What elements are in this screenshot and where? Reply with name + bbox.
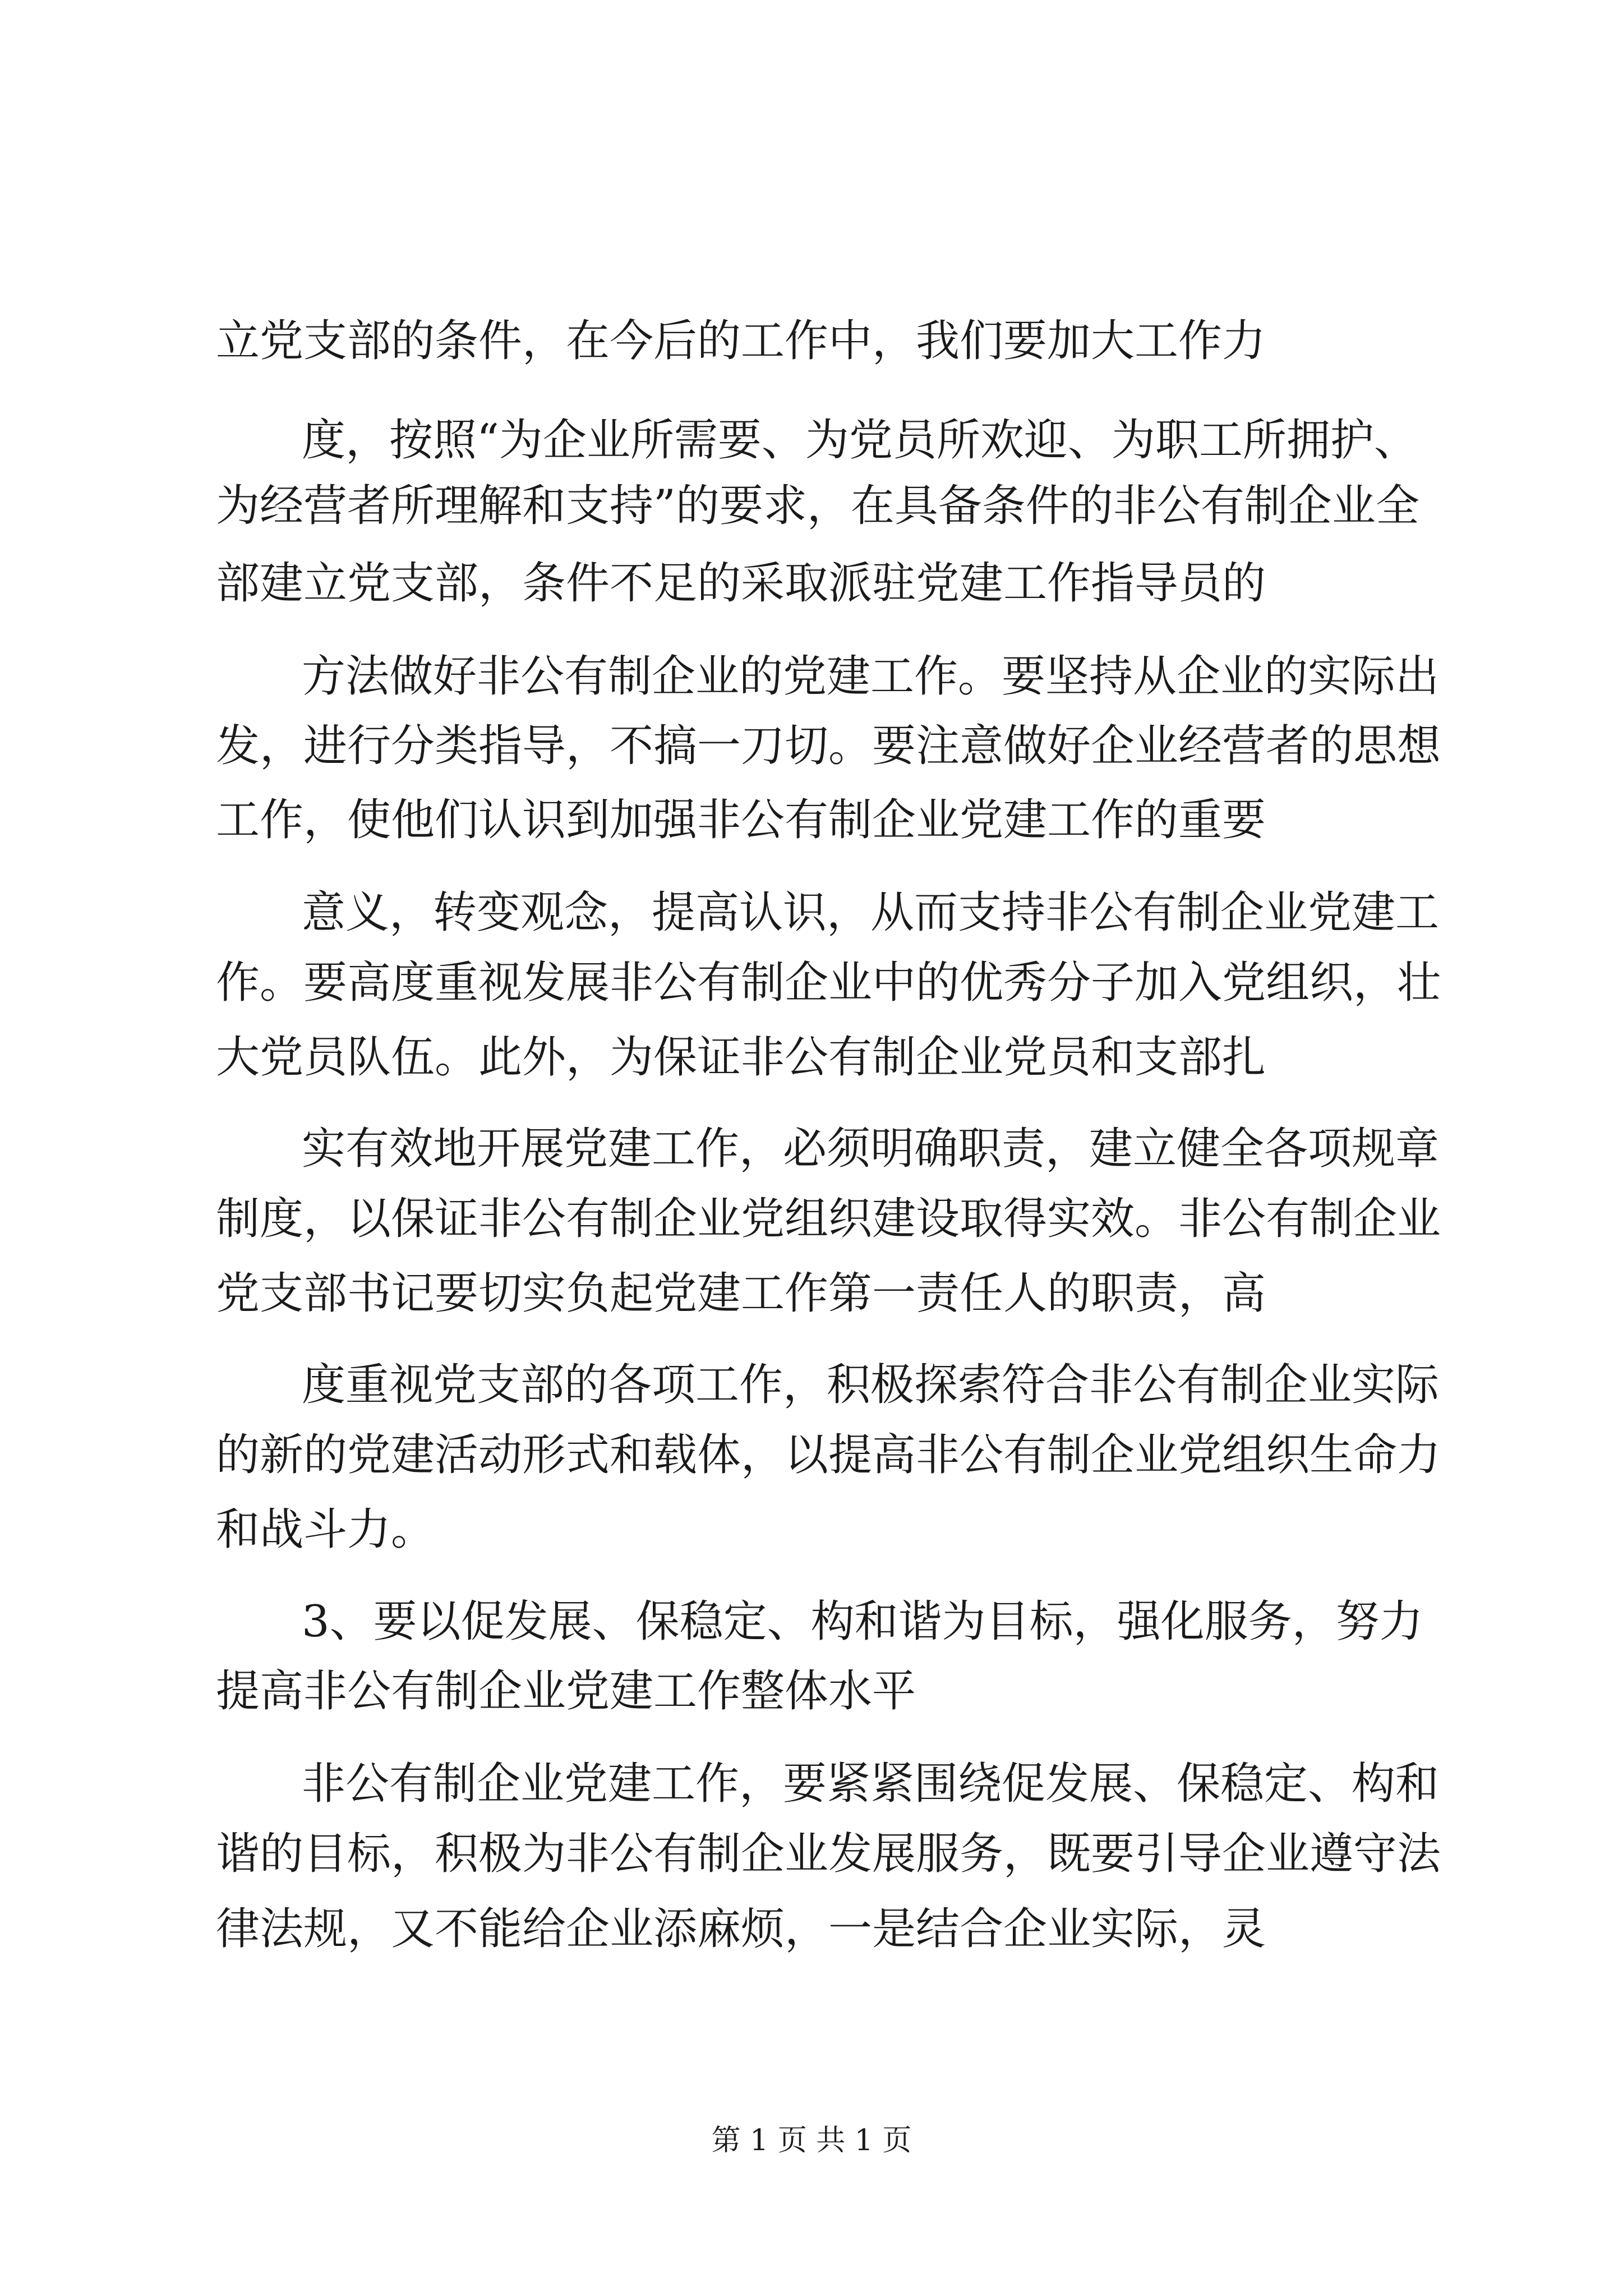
text-line: 谐的目标，积极为非公有制企业发展服务，既要引导企业遵守法 (216, 1829, 1441, 1879)
text-line: 制度，以保证非公有制企业党组织建设取得实效。非公有制企业 (216, 1194, 1441, 1244)
text-line: 部建立党支部，条件不足的采取派驻党建工作指导员的 (216, 558, 1266, 609)
section-heading-line: 3、要以促发展、保稳定、构和谐为目标，强化服务，努力 (302, 1596, 1423, 1647)
text-line: 律法规，又不能给企业添麻烦，一是结合企业实际，灵 (216, 1904, 1266, 1954)
text-line: 发，进行分类指导，不搞一刀切。要注意做好企业经营者的思想 (216, 721, 1441, 771)
text-line: 非公有制企业党建工作，要紧紧围绕促发展、保稳定、构和 (302, 1759, 1440, 1809)
text-line: 为经营者所理解和支持”的要求，在具备条件的非公有制企业全 (216, 481, 1419, 531)
text-line: 作。要高度重视发展非公有制企业中的优秀分子加入党组织，壮 (216, 958, 1441, 1008)
text-line: 的新的党建活动形式和载体，以提高非公有制企业党组织生命力 (216, 1430, 1441, 1480)
text-line: 实有效地开展党建工作，必须明确职责，建立健全各项规章 (302, 1124, 1440, 1174)
text-line: 和战斗力。 (216, 1504, 435, 1555)
text-line: 立党支部的条件，在今后的工作中，我们要加大工作力 (216, 316, 1266, 366)
text-line: 度，按照“为企业所需要、为党员所欢迎、为职工所拥护、 (302, 415, 1418, 466)
text-line: 意义，转变观念，提高认识，从而支持非公有制企业党建工 (302, 887, 1440, 938)
text-line: 大党员队伍。此外，为保证非公有制企业党员和支部扎 (216, 1032, 1266, 1083)
text-line: 方法做好非公有制企业的党建工作。要坚持从企业的实际出 (302, 651, 1440, 702)
page-footer: 第 1 页 共 1 页 (711, 2124, 912, 2157)
section-heading-line: 提高非公有制企业党建工作整体水平 (216, 1666, 916, 1717)
text-line: 度重视党支部的各项工作，积极探索符合非公有制企业实际 (302, 1360, 1440, 1410)
text-line: 工作，使他们认识到加强非公有制企业党建工作的重要 (216, 795, 1266, 845)
text-line: 党支部书记要切实负起党建工作第一责任人的职责，高 (216, 1268, 1266, 1319)
